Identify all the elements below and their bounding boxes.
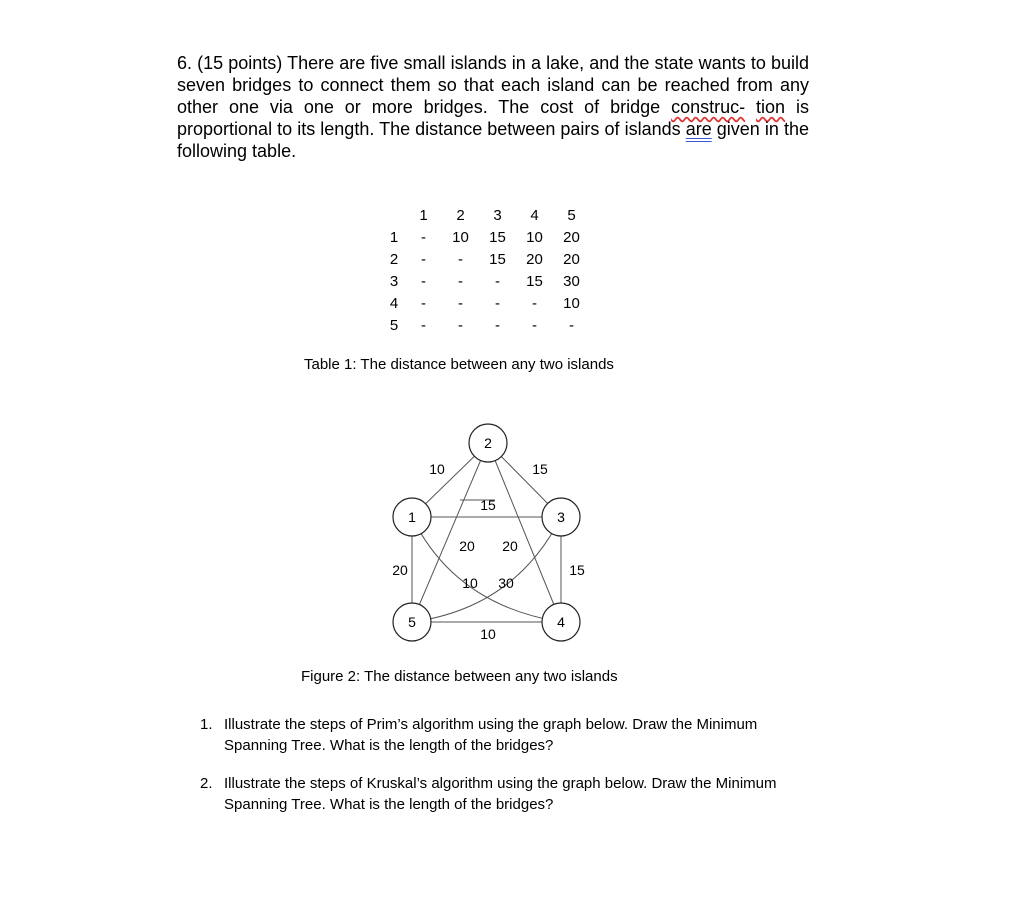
table-row <box>383 270 590 292</box>
column-header: 3 <box>493 206 502 224</box>
table-cell: - <box>458 272 463 290</box>
node-label-5: 5 <box>408 614 416 630</box>
table-cell: - <box>569 316 574 334</box>
list-item <box>200 773 800 815</box>
table-row <box>383 248 590 270</box>
problem-text-pre: 6. (15 points) There are five small islands in a lake, and the state wants to build seven bridges to connect them so that each island can be reached from any other one via one or more bridges. The cost of bridge <box>177 53 809 117</box>
problem-statement <box>177 52 809 162</box>
column-header: 5 <box>567 206 576 224</box>
spellcheck-word-construc[interactable]: construc- <box>671 97 746 117</box>
edge-label-1-5: 20 <box>392 562 408 578</box>
problem-text-space <box>745 97 756 117</box>
edge-label-3-5: 30 <box>498 575 514 591</box>
table-cell: 20 <box>526 250 543 268</box>
table-cell: 15 <box>489 228 506 246</box>
table-cell: - <box>495 316 500 334</box>
edge-label-1-2: 10 <box>429 461 445 477</box>
table-cell: 15 <box>489 250 506 268</box>
node-label-2: 2 <box>484 435 492 451</box>
table-cell: - <box>495 294 500 312</box>
table-caption: Table 1: The distance between any two islands <box>304 356 614 373</box>
table-cell: 15 <box>526 272 543 290</box>
table-cell: - <box>532 294 537 312</box>
row-header: 5 <box>389 316 399 334</box>
table-cell: 10 <box>452 228 469 246</box>
table-cell: - <box>532 316 537 334</box>
edge-label-2-5: 20 <box>459 538 475 554</box>
node-label-4: 4 <box>557 614 565 630</box>
question-list <box>200 714 800 832</box>
table-cell: - <box>421 250 426 268</box>
column-header: 4 <box>530 206 539 224</box>
edge-label-1-3: 15 <box>480 497 496 513</box>
spellcheck-word-tion[interactable]: tion <box>756 97 786 117</box>
table-cell: - <box>421 228 426 246</box>
question-text: Illustrate the steps of Kruskal’s algorithm using the graph below. Draw the Minimum Spanning Tree. What is the length of the bridges? <box>224 775 777 813</box>
question-number: 1. <box>200 716 213 733</box>
table-cell: - <box>495 272 500 290</box>
edge-label-1-4: 10 <box>462 575 478 591</box>
edge-label-4-5: 10 <box>480 626 496 642</box>
row-header: 3 <box>389 272 399 290</box>
table-cell: 30 <box>563 272 580 290</box>
problem-text-post2: given in the following table. <box>177 119 809 161</box>
table-corner <box>383 204 405 226</box>
table-cell: - <box>421 294 426 312</box>
table-cell: - <box>421 316 426 334</box>
question-number: 2. <box>200 775 213 792</box>
table-cell: 20 <box>563 228 580 246</box>
row-header: 1 <box>389 228 399 246</box>
edge-label-2-4: 20 <box>502 538 518 554</box>
edge-label-3-4: 15 <box>569 562 585 578</box>
table-cell: - <box>458 294 463 312</box>
column-header: 2 <box>456 206 465 224</box>
table-header-row <box>383 204 590 226</box>
figure-caption: Figure 2: The distance between any two islands <box>301 668 618 685</box>
grammar-word-are[interactable]: are <box>685 119 712 139</box>
table-row <box>383 226 590 248</box>
table-cell: 10 <box>563 294 580 312</box>
problem-text-post1: is proportional to its length. The distance between pairs of islands <box>177 97 810 139</box>
node-label-1: 1 <box>408 509 416 525</box>
node-label-3: 3 <box>557 509 565 525</box>
row-header: 4 <box>389 294 399 312</box>
table-cell: 10 <box>526 228 543 246</box>
question-text: Illustrate the steps of Prim’s algorithm using the graph below. Draw the Minimum Spanning Tree. What is the length of the bridges? <box>224 716 758 754</box>
row-header: 2 <box>389 250 399 268</box>
island-graph <box>380 420 590 650</box>
table-row <box>383 314 590 336</box>
edge-label-2-3: 15 <box>532 461 548 477</box>
table-cell: - <box>421 272 426 290</box>
table-row <box>383 292 590 314</box>
distance-table <box>383 204 590 336</box>
list-item <box>200 714 800 756</box>
table-cell: - <box>458 250 463 268</box>
column-header: 1 <box>419 206 428 224</box>
table-cell: - <box>458 316 463 334</box>
table-cell: 20 <box>563 250 580 268</box>
